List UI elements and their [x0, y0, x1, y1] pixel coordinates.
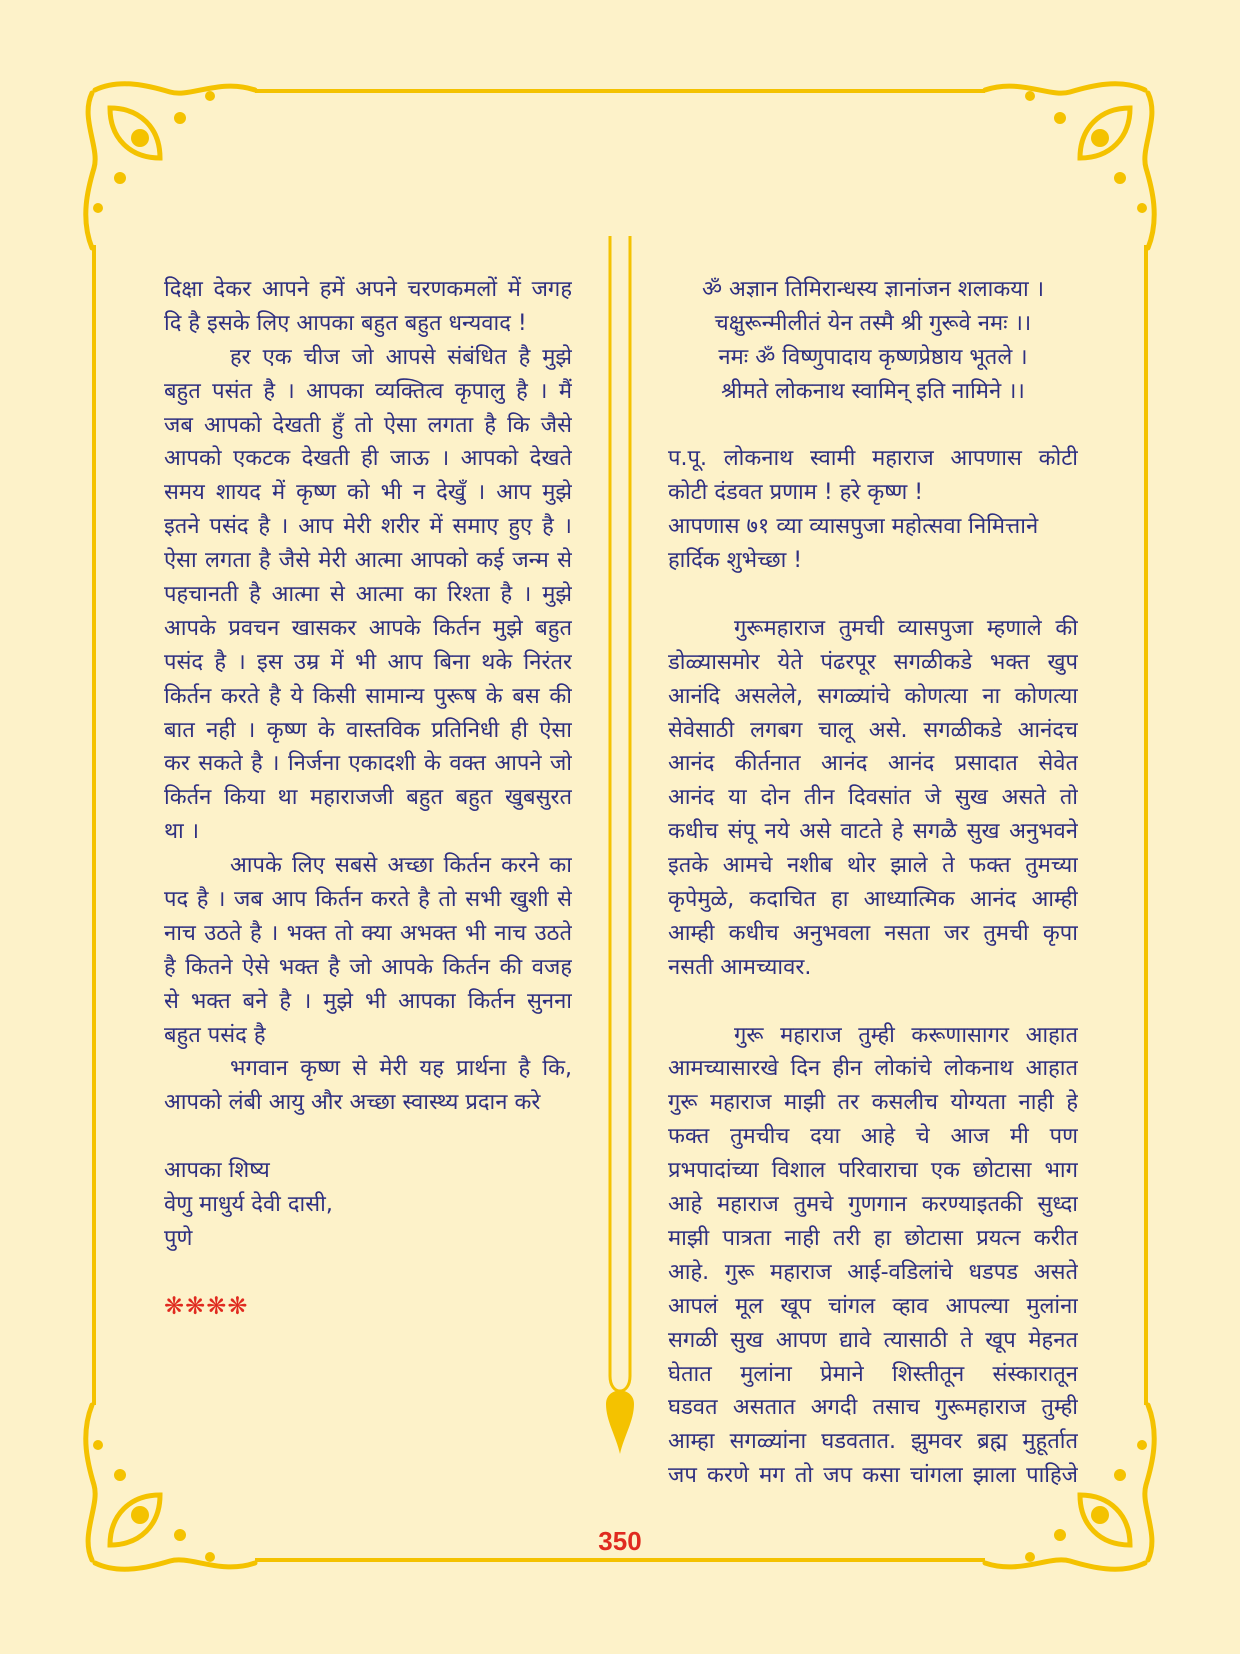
right-column: [668, 273, 1078, 1493]
text-line: गुरू महाराज तुम्ही करूणासागर आहात: [734, 1022, 1078, 1048]
text-line: आम्हा सगळ्यांना घडवतात. झुमवर ब्रह्म मुहूर्तात: [668, 1429, 1078, 1455]
text-line: ऐसा लगता है जैसे मेरी आत्मा आपको कई जन्म से: [164, 548, 572, 574]
corner-ornament-top-right: [980, 78, 1160, 258]
verse-line: चक्षुरून्मीलीतं येन तस्मै श्री गुरूवे नमः ।।: [714, 310, 1032, 336]
paragraph: [668, 612, 1078, 985]
text-line: फक्त तुमचीच दया आहे चे आज मी पण: [668, 1124, 1078, 1150]
signature-line: वेणु माधुर्य देवी दासी,: [164, 1192, 333, 1218]
greeting-line: कोटी दंडवत प्रणाम ! हरे कृष्ण !: [668, 480, 924, 506]
left-column: [164, 273, 572, 1324]
text-line: दिक्षा देकर आपने हमें अपने चरणकमलों में जगह: [164, 277, 572, 302]
text-line: सगळी सुख आपण द्यावे त्यासाठी ते खूप मेहनत: [668, 1327, 1078, 1353]
text-line: था ।: [164, 819, 200, 845]
text-line: किर्तन करते है ये किसी सामान्य पुरूष के बस की: [164, 683, 572, 709]
text-line: आपके लिए सबसे अच्छा किर्तन करने का: [230, 853, 572, 879]
greeting-block: [668, 442, 1078, 578]
signature-line: आपका शिष्य: [164, 1158, 270, 1184]
text-line: दि है इसके लिए आपका बहुत बहुत धन्यवाद !: [164, 310, 527, 336]
text-line: आम्ही कधीच अनुभवला नसता जर तुमची कृपा: [668, 920, 1078, 946]
text-line: जप करणे मग तो जप कसा चांगला झाला पाहिजे: [668, 1463, 1078, 1489]
text-line: जब आपको देखती हुँ तो ऐसा लगता है कि जैसे: [164, 412, 572, 438]
text-line: गुरूमहाराज तुमची व्यासपुजा म्हणाले की: [734, 615, 1078, 641]
text-line: आमच्यासारखे दिन हीन लोकांचे लोकनाथ आहात: [668, 1056, 1078, 1082]
text-line: से भक्त बने है । मुझे भी आपका किर्तन सुनना: [164, 988, 572, 1014]
text-line: आपलं मूल खूप चांगल व्हाव आपल्या मुलांना: [668, 1293, 1078, 1319]
text-line: नसती आमच्यावर.: [668, 954, 812, 980]
paragraph: [164, 1052, 572, 1120]
text-line: हर एक चीज जो आपसे संबंधित है मुझे: [230, 344, 572, 370]
separator-stars: ❋❋❋❋: [164, 1291, 249, 1320]
text-line: आपको लंबी आयु और अच्छा स्वास्थ्य प्रदान करे: [164, 1090, 541, 1116]
text-line: गुरू महाराज माझी तर कसलीच योग्यता नाही हे: [668, 1090, 1078, 1116]
sanskrit-verse: [668, 273, 1078, 409]
text-line: घेतात मुलांना प्रेमाने शिस्तीतून संस्कारातून: [668, 1361, 1078, 1387]
verse-line: नमः ॐ विष्णुपादाय कृष्णप्रेष्ठाय भूतले ।: [718, 344, 1028, 370]
greeting-line: हार्दिक शुभेच्छा !: [668, 548, 803, 574]
text-line: पद है । जब आप किर्तन करते है तो सभी खुशी से: [164, 887, 572, 913]
text-line: कधीच संपू नये असे वाटते हे सगळै सुख अनुभवने: [668, 819, 1078, 845]
text-line: नाच उठते है । भक्त तो क्या अभक्त भी नाच उठते: [164, 920, 572, 946]
paragraph: [164, 849, 572, 1052]
text-line: है कितने ऐसे भक्त है जो आपके किर्तन की वजह: [164, 954, 572, 980]
page-number: 350: [598, 1526, 642, 1556]
frame-bottom-line: [255, 1558, 985, 1562]
signature-line: पुणे: [164, 1225, 193, 1251]
blank-line: [668, 578, 1078, 612]
text-line: घडवत असतात अगदी तसाच गुरूमहाराज तुम्ही: [668, 1395, 1078, 1421]
verse-line: ॐ अज्ञान तिमिरान्धस्य ज्ञानांजन शलाकया ।: [701, 277, 1045, 302]
text-line: पहचानती है आत्मा से आत्मा का रिश्ता है । मुझे: [164, 582, 572, 608]
text-line: आनंदि असलेले, सगळ्यांचे कोणत्या ना कोणत्या: [668, 683, 1078, 709]
column-divider: [600, 236, 640, 1456]
text-line: बहुत पसंत है । आपका व्यक्तित्व कृपालु है । मैं: [164, 378, 572, 404]
blank-line: [668, 409, 1078, 443]
text-line: पसंद है । इस उम्र में भी आप बिना थके निरंतर: [164, 649, 572, 675]
text-line: आपके प्रवचन खासकर आपके किर्तन मुझे बहुत: [164, 615, 572, 641]
text-line: आनंद या दोन तीन दिवसांत जे सुख असते तो: [668, 785, 1078, 811]
paragraph: [164, 273, 572, 341]
paragraph: [164, 341, 572, 849]
frame-right-line: [1144, 245, 1148, 1405]
text-line: बात नही । कृष्ण के वास्तविक प्रतिनिधी ही ऐसा: [164, 717, 572, 743]
text-line: किर्तन किया था महाराजजी बहुत बहुत खुबसुरत: [164, 785, 572, 811]
text-line: इतके आमचे नशीब थोर झाले ते फक्त तुमच्या: [668, 853, 1078, 879]
text-line: बहुत पसंद है: [164, 1022, 266, 1048]
text-line: आहे. गुरू महाराज आई-वडिलांचे धडपड असते: [668, 1259, 1078, 1285]
greeting-line: प.पू. लोकनाथ स्वामी महाराज आपणास कोटी: [668, 446, 1078, 472]
paragraph: [668, 1019, 1078, 1493]
blank-line: [164, 1256, 572, 1290]
blank-line: [164, 1120, 572, 1154]
text-line: आपको एकटक देखती ही जाऊ । आपको देखते: [164, 446, 572, 472]
blank-line: [668, 985, 1078, 1019]
text-line: भगवान कृष्ण से मेरी यह प्रार्थना है कि,: [230, 1056, 572, 1082]
verse-line: श्रीमते लोकनाथ स्वामिन् इति नामिने ।।: [721, 378, 1025, 404]
text-line: आहे महाराज तुमचे गुणगान करण्याइतकी सुध्दा: [668, 1192, 1078, 1218]
text-line: समय शायद में कृष्ण को भी न देखुँ । आप मुझे: [164, 480, 572, 506]
frame-left-line: [92, 245, 96, 1405]
text-line: प्रभपादांच्या विशाल परिवाराचा एक छोटासा भाग: [668, 1158, 1078, 1184]
corner-ornament-top-left: [80, 78, 260, 258]
greeting-line: आपणास ७१ व्या व्यासपुजा महोत्सवा निमित्ताने: [668, 514, 1039, 540]
text-line: इतने पसंद है । आप मेरी शरीर में समाए हुए है ।: [164, 514, 572, 540]
text-line: आनंद कीर्तनात आनंद आनंद प्रसादात सेवेत: [668, 751, 1078, 777]
text-line: डोळ्यासमोर येते पंढरपूर सगळीकडे भक्त खुप: [668, 649, 1078, 675]
text-line: सेवेसाठी लगबग चालू असे. सगळीकडे आनंदच: [668, 717, 1078, 743]
signature-block: [164, 1154, 572, 1256]
frame-top-line: [255, 89, 985, 93]
text-line: कृपेमुळे, कदाचित हा आध्यात्मिक आनंद आम्ही: [668, 887, 1078, 913]
text-line: कर सकते है । निर्जना एकादशी के वक्त आपने जो: [164, 751, 572, 777]
text-line: माझी पात्रता नाही तरी हा छोटासा प्रयत्न करीत: [668, 1225, 1078, 1251]
